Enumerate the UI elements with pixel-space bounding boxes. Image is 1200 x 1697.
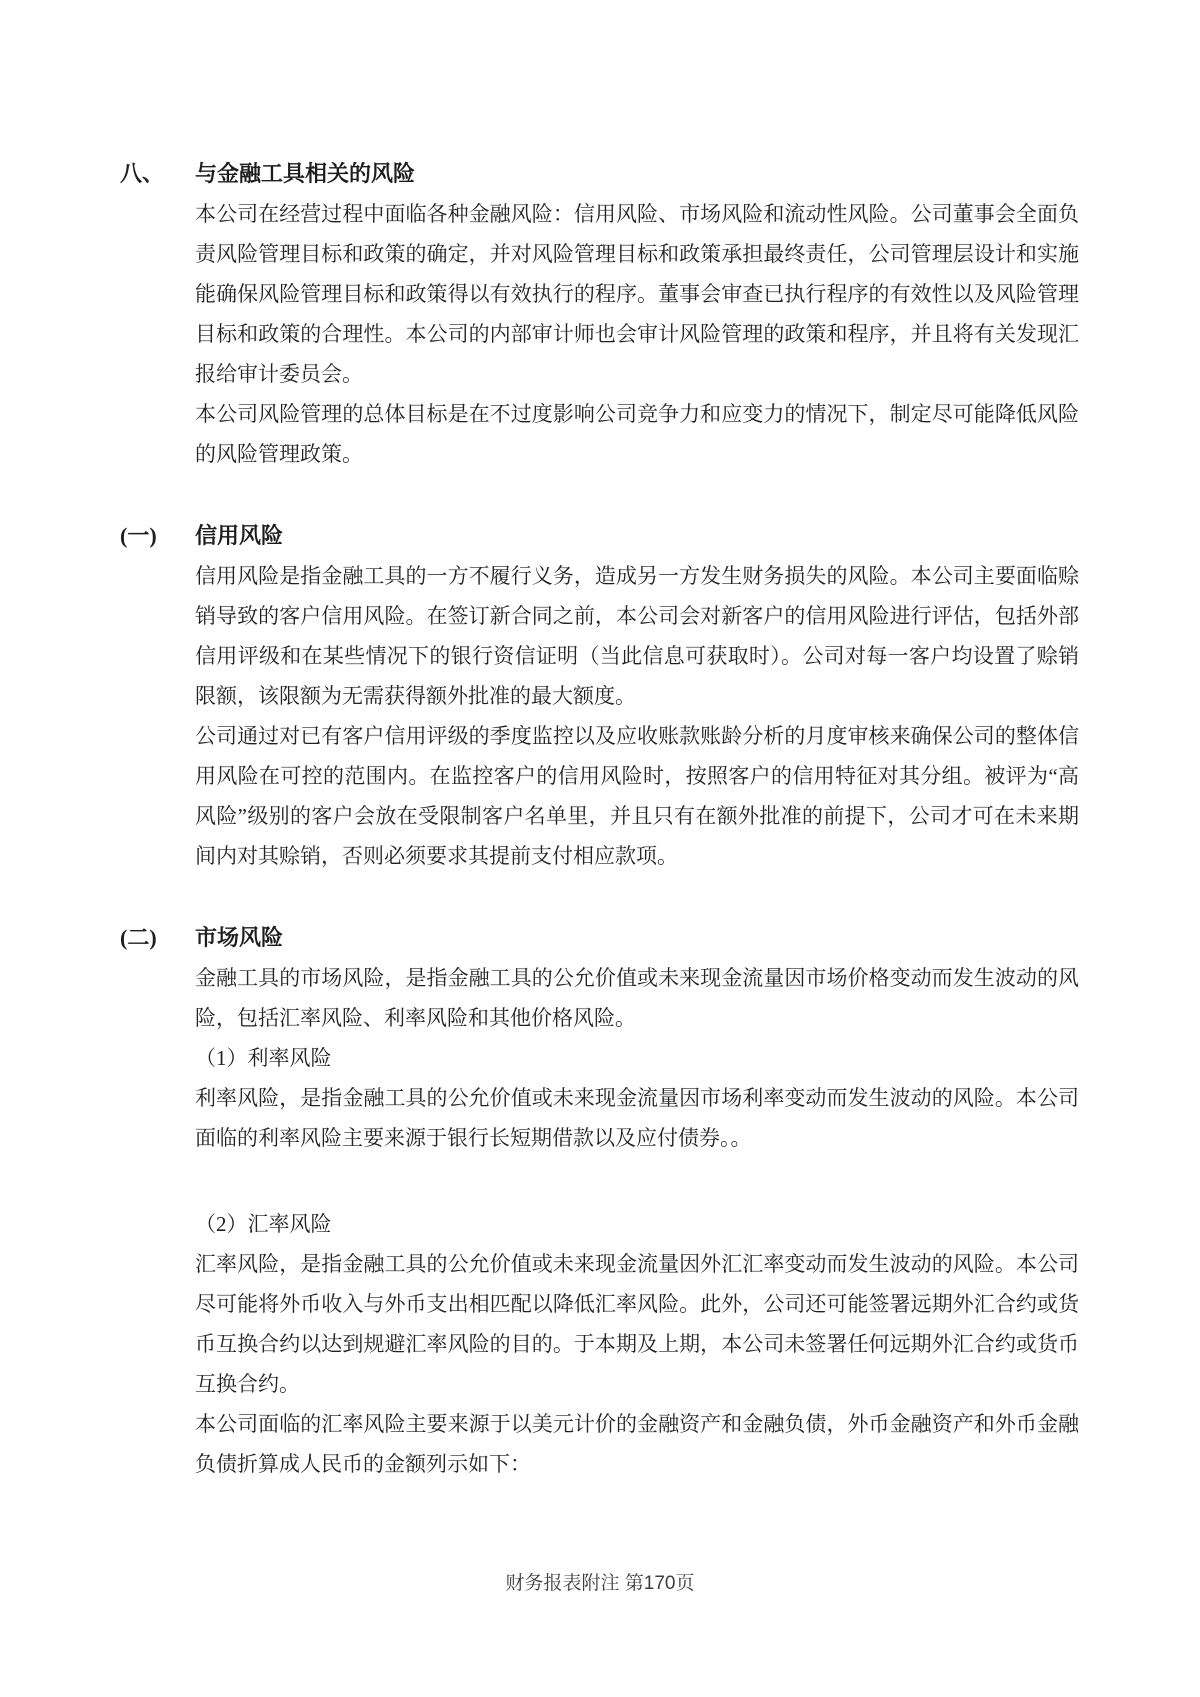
market-risk-intro-paragraph: 金融工具的市场风险，是指金融工具的公允价值或未来现金流量因市场价格变动而发生波动的风险，包括汇率风险、利率风险和其他价格风险。 [195, 966, 1079, 1030]
page-footer [0, 1570, 1200, 1598]
interest-rate-risk-paragraph: 利率风险，是指金融工具的公允价值或未来现金流量因市场利率变动而发生波动的风险。本公司面临的利率风险主要来源于银行长短期借款以及应付债券。。 [195, 1086, 1079, 1150]
market-risk-title: 市场风险 [195, 925, 284, 950]
credit-risk-paragraph-1: 信用风险是指金融工具的一方不履行义务，造成另一方发生财务损失的风险。本公司主要面临赊销导致的客户信用风险。在签订新合同之前，本公司会对新客户的信用风险进行评估，包括外部信用评级和在某些情况下的银行资信证明（当此信息可获取时）。公司对每一客户均设置了赊销限额，该限额为无需获得额外批准的最大额度。 [195, 564, 1079, 708]
credit-risk-heading [0, 516, 1200, 556]
exchange-rate-risk-heading: （2）汇率风险 [195, 1212, 332, 1236]
credit-risk-paragraph-2: 公司通过对已有客户信用评级的季度监控以及应收账款账龄分析的月度审核来确保公司的整体信用风险在可控的范围内。在监控客户的信用风险时，按照客户的信用特征对其分组。被评为“高风险”级别的客户会放在受限制客户名单里，并且只有在额外批准的前提下，公司才可在未来期间内对其赊销，否则必须要求其提前支付相应款项。 [195, 724, 1079, 868]
market-risk-number: (二) [120, 925, 157, 950]
interest-rate-risk-heading: （1）利率风险 [195, 1046, 332, 1070]
exchange-rate-risk-paragraph-2: 本公司面临的汇率风险主要来源于以美元计价的金融资产和金融负债，外币金融资产和外币金融负债折算成人民币的金额列示如下： [195, 1412, 1079, 1476]
page-footer-text: 财务报表附注 第170页 [505, 1573, 695, 1594]
main-section-number: 八、 [120, 161, 165, 186]
exchange-rate-risk-paragraph-1: 汇率风险，是指金融工具的公允价值或未来现金流量因外汇汇率变动而发生波动的风险。本公司尽可能将外币收入与外币支出相匹配以降低汇率风险。此外，公司还可能签署远期外汇合约或货币互换合约以达到规避汇率风险的目的。于本期及上期，本公司未签署任何远期外汇合约或货币互换合约。 [195, 1252, 1079, 1396]
market-risk-heading [0, 918, 1200, 958]
intro-paragraph-1: 本公司在经营过程中面临各种金融风险：信用风险、市场风险和流动性风险。公司董事会全面负责风险管理目标和政策的确定，并对风险管理目标和政策承担最终责任，公司管理层设计和实施能确保风险管理目标和政策得以有效执行的程序。董事会审查已执行程序的有效性以及风险管理目标和政策的合理性。本公司的内部审计师也会审计风险管理的政策和程序，并且将有关发现汇报给审计委员会。 [195, 202, 1079, 386]
credit-risk-title: 信用风险 [195, 523, 284, 548]
intro-paragraph-2: 本公司风险管理的总体目标是在不过度影响公司竞争力和应变力的情况下，制定尽可能降低风险的风险管理政策。 [195, 402, 1079, 466]
main-section-heading [0, 154, 1200, 194]
credit-risk-number: (一) [120, 523, 157, 548]
main-section-title: 与金融工具相关的风险 [195, 161, 416, 186]
